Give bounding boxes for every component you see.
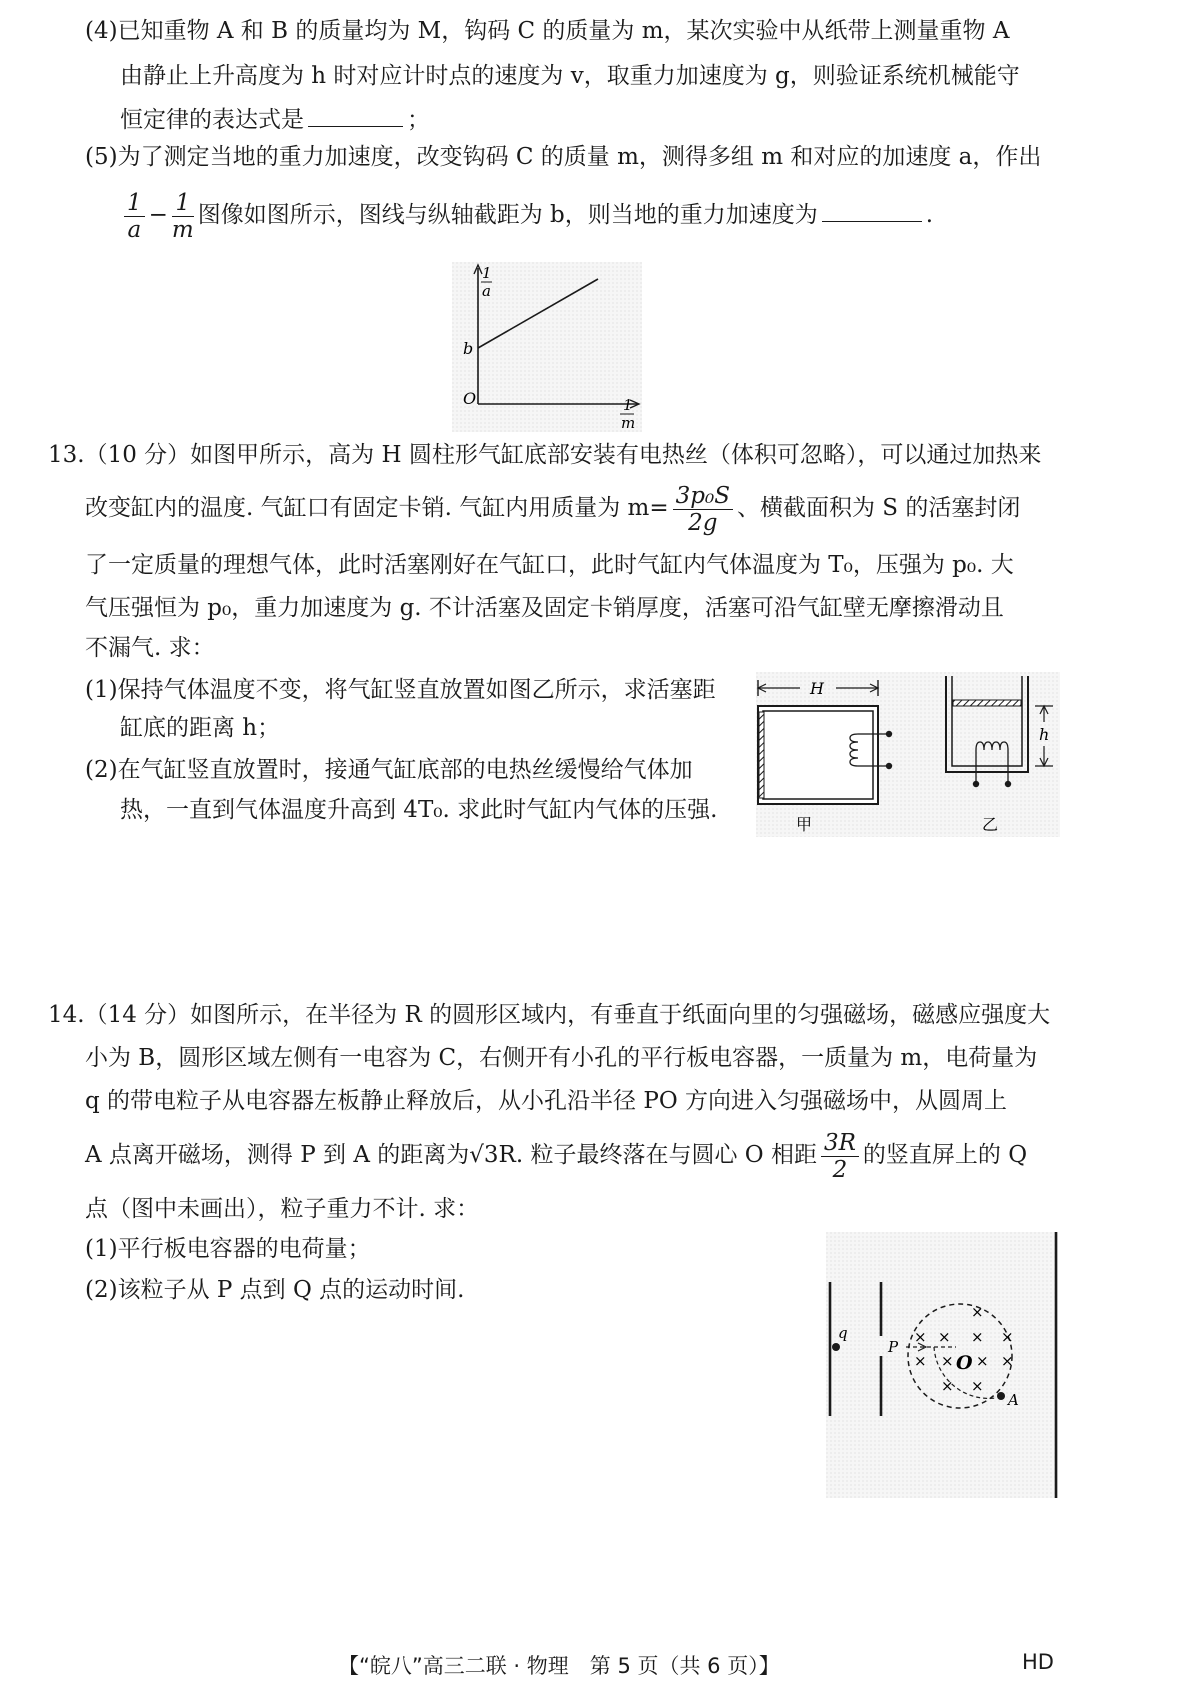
cylinder-figure (756, 672, 1060, 837)
label-yi: 乙 (982, 815, 999, 834)
mass-fraction (673, 483, 733, 536)
q13-sub1-line1: (1)保持气体温度不变，将气缸竖直放置如图乙所示，求活塞距 (85, 677, 716, 703)
frac-den: m (171, 216, 194, 243)
x-axis-label-num: 1 (623, 396, 633, 414)
fraction-1-over-a (124, 190, 145, 243)
q12-part4-line3 (120, 104, 430, 135)
q14-line4-text-end: 的竖直屏上的 Q (862, 1142, 1028, 1168)
frac-num: 3R (821, 1130, 859, 1157)
q12-part5-line2-end: . (925, 202, 934, 228)
magnetic-field-figure (826, 1232, 1066, 1498)
field-cross: × (1001, 1352, 1014, 1370)
q12-part5-line2-text: 图像如图所示，图线与纵轴截距为 b，则当地的重力加速度为 (197, 202, 818, 228)
field-cross: × (941, 1352, 954, 1370)
charged-particle (832, 1343, 840, 1351)
fraction-1-over-m (172, 190, 194, 243)
footer-code: HD (1022, 1650, 1054, 1674)
q13-line2 (85, 479, 1020, 537)
q14-line4 (85, 1126, 1027, 1184)
x-axis-label-den: m (621, 414, 636, 432)
y-axis-label-den: a (482, 282, 491, 300)
q12-part4-line1: (4)已知重物 A 和 B 的质量均为 M，钩码 C 的质量为 m，某次实验中从纸带上测量重物 A (85, 18, 1010, 44)
footer-title: 【“皖八”高三二联 · 物理 第 5 页（共 6 页）】 (338, 1654, 780, 1678)
frac-num: 1 (172, 190, 194, 217)
piston-jia (759, 712, 764, 798)
q14-line1: 14.（14 分）如图所示，在半径为 R 的圆形区域内，有垂直于纸面向里的匀强磁场，磁感应强度大 (48, 1002, 1051, 1028)
q13-line2-text: 改变缸内的温度. 气缸口有固定卡销. 气缸内用质量为 m= (85, 495, 669, 521)
q12-part5-line1: (5)为了测定当地的重力加速度，改变钩码 C 的质量 m，测得多组 m 和对应的加速度 a，作出 (85, 144, 1042, 170)
q14-sub2: (2)该粒子从 P 点到 Q 点的运动时间. (85, 1277, 465, 1303)
height-h-label: h (1039, 725, 1050, 744)
q13-sub1-line2: 缸底的距离 h； (120, 715, 281, 741)
q13-sub2-line2: 热，一直到气体温度升高到 4T₀. 求此时气缸内气体的压强. (120, 797, 718, 823)
label-jia: 甲 (796, 815, 813, 834)
q14-line3: q 的带电粒子从电容器左板静止释放后，从小孔沿半径 PO 方向进入匀强磁场中，从圆周上 (85, 1088, 1007, 1114)
q14-sub1: (1)平行板电容器的电荷量； (85, 1236, 371, 1262)
q14-line2: 小为 B，圆形区域左侧有一电容为 C，右侧开有小孔的平行板电容器，一质量为 m，电荷量为 (85, 1045, 1038, 1071)
q12-part5-line2 (120, 186, 933, 244)
q13-line5: 不漏气. 求： (85, 635, 215, 661)
field-cross: × (971, 1328, 984, 1346)
label-q: q (838, 1324, 848, 1342)
frac-den: a (127, 216, 142, 243)
field-cross: × (938, 1328, 951, 1346)
q13-line4: 气压强恒为 p₀，重力加速度为 g. 不计活塞及固定卡销厚度，活塞可沿气缸壁无摩擦滑动且 (85, 595, 1004, 621)
intercept-label: b (463, 339, 474, 358)
field-cross: × (971, 1377, 984, 1395)
q13-line1: 13.（10 分）如图甲所示，高为 H 圆柱形气缸底部安装有电热丝（体积可忽略），可以通过加热来 (48, 442, 1042, 468)
exit-point-A (997, 1392, 1005, 1400)
q14-line5: 点（图中未画出），粒子重力不计. 求： (85, 1196, 480, 1222)
field-cross: × (971, 1303, 984, 1321)
q12-part4-line2: 由静止上升高度为 h 时对应计时点的速度为 v，取重力加速度为 g，则验证系统机械能守 (120, 63, 1020, 89)
label-O: O (956, 1352, 973, 1374)
q14-line4-text: A 点离开磁场，测得 P 到 A 的距离为√3R. 粒子最终落在与圆心 O 相距 (85, 1142, 817, 1168)
q13-line3: 了一定质量的理想气体，此时活塞刚好在气缸口，此时气缸内气体温度为 T₀，压强为 p₀. 大 (85, 552, 1014, 578)
field-cross: × (941, 1377, 954, 1395)
field-cross: × (914, 1328, 927, 1346)
q13-sub2-line1: (2)在气缸竖直放置时，接通气缸底部的电热丝缓慢给气体加 (85, 757, 693, 783)
y-axis-label-num: 1 (482, 264, 492, 282)
label-A: A (1008, 1391, 1019, 1409)
field-cross: × (1001, 1328, 1014, 1346)
origin-label: O (463, 389, 477, 408)
minus-sign: − (148, 202, 168, 228)
label-P: P (888, 1338, 899, 1356)
q12-part4-line3-text: 恒定律的表达式是 (120, 107, 304, 133)
height-H-label: H (810, 679, 824, 698)
frac-num: 3p₀S (673, 483, 733, 510)
field-cross: × (914, 1352, 927, 1370)
inverse-a-vs-inverse-m-graph (452, 262, 642, 432)
frac-den: 2g (688, 509, 718, 536)
answer-blank-5[interactable] (822, 199, 922, 222)
q13-line2-text-end: 、横截面积为 S 的活塞封闭 (736, 495, 1021, 521)
answer-blank-4[interactable] (308, 104, 403, 127)
piston-yi (953, 700, 1021, 706)
frac-den: 2 (832, 1156, 848, 1183)
field-cross: × (976, 1352, 989, 1370)
distance-fraction (821, 1130, 859, 1183)
q12-part4-line3-end: ； (407, 107, 430, 133)
frac-num: 1 (124, 190, 145, 217)
